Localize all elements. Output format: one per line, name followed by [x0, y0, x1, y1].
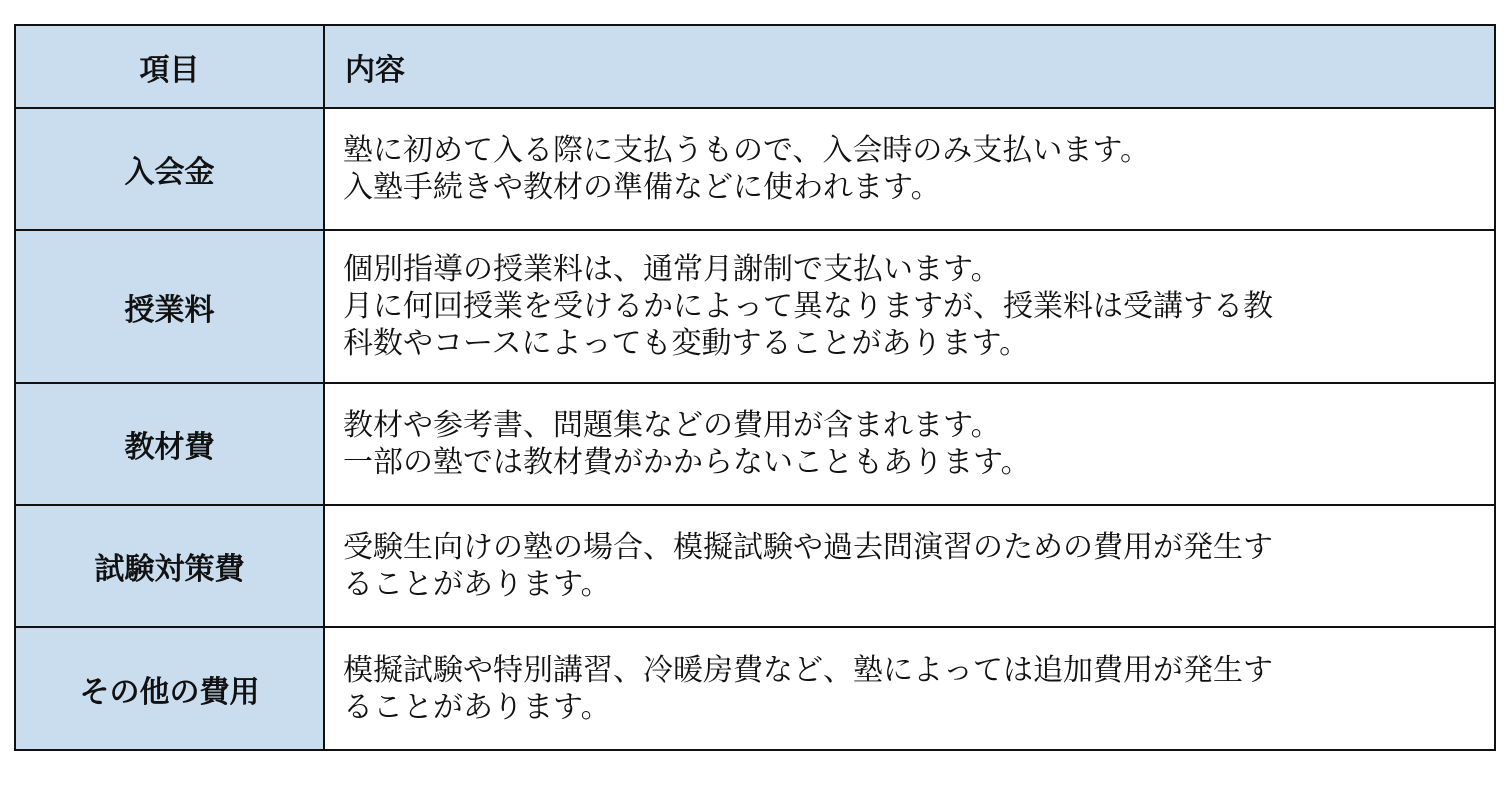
content-line: 科数やコースによっても変動することがあります。 [343, 326, 1030, 361]
table-row [15, 627, 1495, 750]
row-item-cell: 試験対策費 [15, 505, 324, 627]
row-content-cell [324, 383, 1495, 505]
row-content-cell [324, 230, 1495, 383]
row-item-cell: 教材費 [15, 383, 324, 505]
row-item-cell: 授業料 [15, 230, 324, 383]
table-row [15, 383, 1495, 505]
table-row [15, 505, 1495, 627]
row-item-cell: その他の費用 [15, 627, 324, 750]
row-item-cell: 入会金 [15, 108, 324, 230]
table-row [15, 230, 1495, 383]
fee-table-container [14, 24, 1494, 751]
column-header-content: 内容 [324, 25, 1495, 108]
content-line: 受験生向けの塾の場合、模擬試験や過去問演習のための費用が発生す [343, 530, 1273, 565]
content-line: 個別指導の授業料は、通常月謝制で支払います。 [343, 252, 1001, 287]
content-line: 塾に初めて入る際に支払うもので、入会時のみ支払います。 [343, 133, 1150, 168]
fee-table [14, 24, 1496, 751]
content-line: 教材や参考書、問題集などの費用が含まれます。 [343, 408, 1001, 443]
row-content-cell [324, 627, 1495, 750]
content-line: ることがあります。 [343, 689, 611, 725]
content-line: 月に何回授業を受けるかによって異なりますが、授業料は受講する教 [343, 289, 1273, 324]
content-line: ることがあります。 [343, 567, 611, 602]
content-line: 模擬試験や特別講習、冷暖房費など、塾によっては追加費用が発生す [343, 652, 1273, 688]
table-row [15, 108, 1495, 230]
column-header-item: 項目 [15, 25, 324, 108]
table-header-row [15, 25, 1495, 108]
content-line: 一部の塾では教材費がかからないこともあります。 [343, 445, 1031, 480]
content-line: 入塾手続きや教材の準備などに使われます。 [343, 170, 941, 205]
row-content-cell [324, 505, 1495, 627]
row-content-cell [324, 108, 1495, 230]
